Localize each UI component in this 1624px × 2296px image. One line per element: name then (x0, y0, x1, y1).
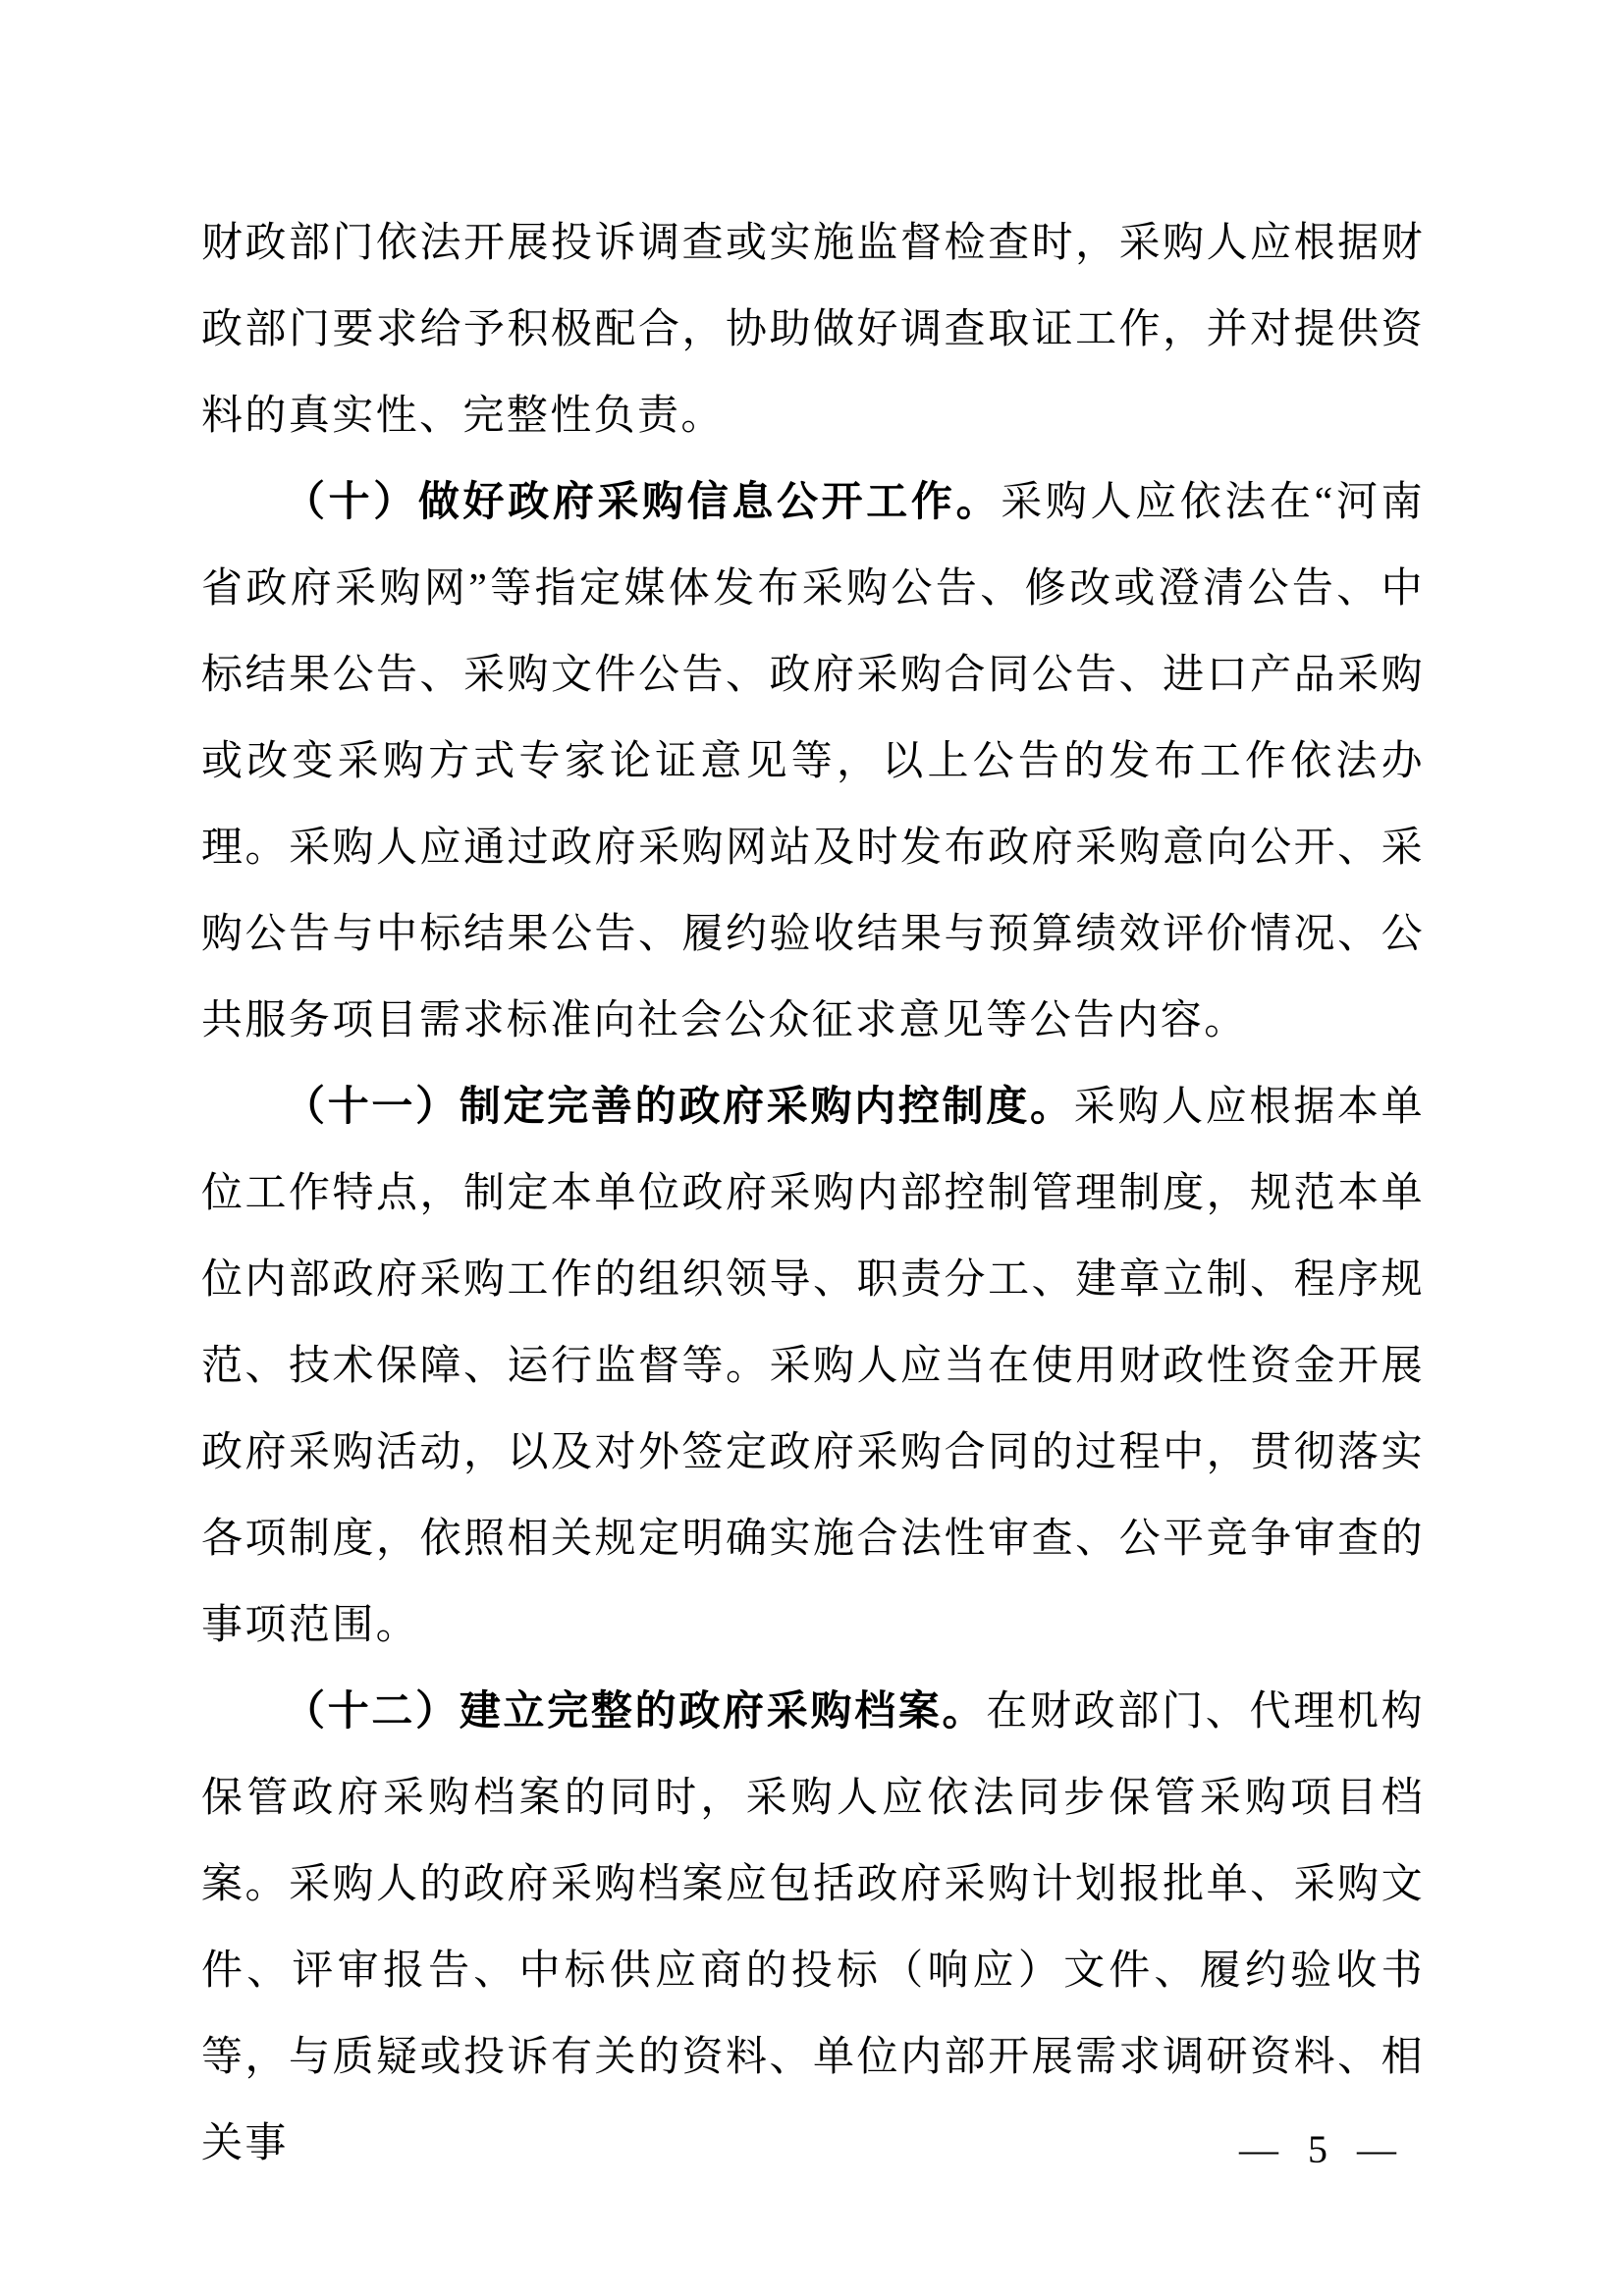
page-number: — 5 — (1239, 2127, 1406, 2171)
section-12-paragraph (201, 1669, 1425, 2187)
document-body (201, 200, 1425, 2187)
paragraph-text: 采购人应依法在“河南省政府采购网”等指定媒体发布采购公告、修改或澄清公告、中标结果公告、采购文件公告、政府采购合同公告、进口产品采购或改变采购方式专家论证意见等，以上公告的发布工作依法办理。采购人应通过政府采购网站及时发布政府采购意向公开、采购公告与中标结果公告、履约验收结果与预算绩效评价情况、公共服务项目需求标准向社会公众征求意见等公告内容。 (201, 480, 1425, 1043)
section-11-heading: （十一）制定完善的政府采购内控制度。 (284, 1085, 1074, 1130)
paragraph-text: 采购人应根据本单位工作特点，制定本单位政府采购内部控制管理制度，规范本单位内部政府采购工作的组织领导、职责分工、建章立制、程序规范、技术保障、运行监督等。采购人应当在使用财政性资金开展政府采购活动，以及对外签定政府采购合同的过程中，贯彻落实各项制度，依照相关规定明确实施合法性审查、公平竞争审查的事项范围。 (201, 1085, 1425, 1648)
section-11-paragraph (201, 1064, 1425, 1669)
paragraph-continuation (201, 200, 1425, 459)
section-12-heading: （十二）建立完整的政府采购档案。 (284, 1689, 987, 1735)
paragraph-text: 财政部门依法开展投诉调查或实施监督检查时，采购人应根据财政部门要求给予积极配合，协助做好调查取证工作，并对提供资料的真实性、完整性负责。 (201, 221, 1425, 439)
paragraph-text: 在财政部门、代理机构保管政府采购档案的同时，采购人应依法同步保管采购项目档案。采购人的政府采购档案应包括政府采购计划报批单、采购文件、评审报告、中标供应商的投标（响应）文件、履约验收书等，与质疑或投诉有关的资料、单位内部开展需求调研资料、相关事 (201, 1689, 1425, 2166)
section-10-heading: （十）做好政府采购信息公开工作。 (284, 480, 1001, 525)
section-10-paragraph (201, 459, 1425, 1064)
